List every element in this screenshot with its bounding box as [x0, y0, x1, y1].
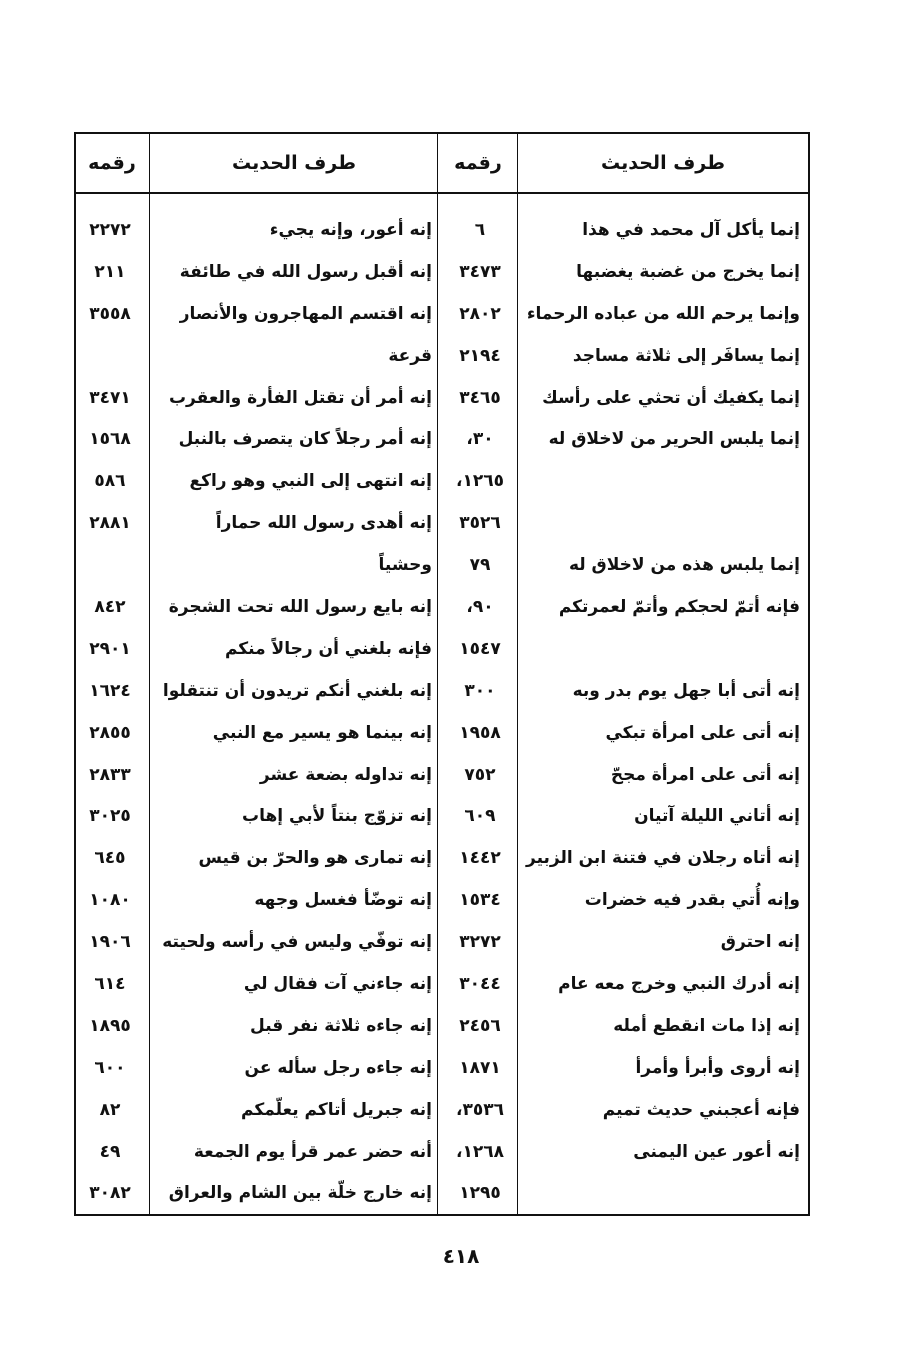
hadith-number: ١٥٦٨: [89, 429, 131, 450]
hadith-text: إنه تمارى هو والحرّ بن قيس: [198, 848, 432, 869]
hadith-number: ٦١٤: [94, 974, 126, 995]
hadith-text: [524, 461, 800, 503]
hadith-number: ٣٥٥٨: [89, 303, 131, 324]
hadith-text: إنه أتاه رجلان في فتنة ابن الزبير: [526, 848, 800, 869]
hadith-text: [524, 503, 800, 545]
table-row: [76, 755, 808, 797]
hadith-text: إنه جاءه ثلاثة نفر قبل: [250, 1015, 432, 1036]
hadith-text: إنه أمر أن تقتل الفأرة والعقرب: [168, 387, 432, 408]
hadith-number: ٢٤٥٦: [459, 1015, 501, 1036]
hadith-number: ٦٤٥: [94, 848, 126, 869]
hadith-text: وإنما يرحم الله من عباده الرحماء: [526, 303, 800, 324]
hadith-number: ٢١١: [94, 261, 126, 282]
hadith-text: إنما يسافَر إلى ثلاثة مساجد: [572, 345, 800, 366]
hadith-text: إنه أتى على امرأة تبكي: [605, 722, 800, 743]
table-row: [76, 419, 808, 461]
table-row: [76, 964, 808, 1006]
hadith-text: إنما يكفيك أن تحثي على رأسك: [542, 387, 800, 408]
hadith-text: [524, 1173, 800, 1215]
hadith-number: ٢٨٥٥: [89, 722, 131, 743]
hadith-text: وإنه أُتي بقدر فيه خضرات: [584, 890, 800, 911]
hadith-text: أنه حضر عمر قرأ يوم الجمعة: [193, 1141, 432, 1162]
index-table: [74, 132, 810, 1216]
hadith-text: إنه أروى وأبرأ وأمرأ: [635, 1057, 800, 1078]
hadith-number: ١٨٩٥: [89, 1015, 131, 1036]
hadith-number: ٣٤٧٣: [459, 261, 501, 282]
header-col2-num: رقمه: [88, 152, 136, 174]
hadith-number: ٢٨٨١: [89, 513, 131, 534]
hadith-number: ١٢٦٥،: [456, 471, 504, 492]
table-row: [76, 545, 808, 587]
hadith-number: ١٤٤٢: [459, 848, 501, 869]
header-col2-text: طرف الحديث: [232, 152, 356, 174]
hadith-number: [74, 545, 146, 587]
hadith-number: ٣٠٢٥: [89, 806, 131, 827]
hadith-number: ٣٢٧٢: [459, 932, 501, 953]
table-row: [76, 503, 808, 545]
hadith-number: ٣٤٧١: [89, 387, 131, 408]
hadith-number: ٣٠،: [466, 429, 494, 450]
table-row: [76, 294, 808, 336]
hadith-number: ١٥٤٧: [459, 638, 501, 659]
hadith-text: إنه أتاني الليلة آتيان: [634, 806, 800, 827]
table-row: [76, 1173, 808, 1215]
hadith-number: ٣٠٠: [464, 680, 496, 701]
table-row: [76, 336, 808, 378]
hadith-number: ٢٩٠١: [89, 638, 131, 659]
hadith-number: ٢٨٠٢: [459, 303, 501, 324]
hadith-text: إنه جاءه رجل سأله عن: [244, 1057, 432, 1078]
hadith-number: ٣٥٢٦: [459, 513, 501, 534]
hadith-number: ٣٠٤٤: [459, 974, 501, 995]
hadith-text: إنه أهدى رسول الله حماراً: [215, 513, 432, 534]
hadith-number: ٧٥٢: [464, 764, 496, 785]
hadith-number: ٣٥٣٦،: [456, 1099, 504, 1120]
header-col1-num: رقمه: [454, 152, 502, 174]
hadith-text: إنما يخرج من غضبة يغضبها: [576, 261, 800, 282]
hadith-number: ٦٠٩: [464, 806, 496, 827]
hadith-number: ٦٠٠: [94, 1057, 126, 1078]
hadith-text: إنه أعور عين اليمنى: [633, 1141, 800, 1162]
hadith-text: إنه تزوّج بنتاً لأبي إهاب: [242, 806, 432, 827]
table-row: [76, 1048, 808, 1090]
hadith-number: ٥٨٦: [94, 471, 126, 492]
hadith-text: إنما يأكل آل محمد في هذا: [582, 220, 800, 240]
hadith-text: إنه بايع رسول الله تحت الشجرة: [168, 597, 432, 618]
hadith-text: قرعة: [388, 345, 432, 366]
hadith-number: ١٢٩٥: [459, 1183, 501, 1204]
table-body: [76, 210, 808, 1215]
hadith-text: فإنه بلغني أن رجالاً منكم: [224, 638, 432, 659]
table-row: [76, 671, 808, 713]
hadith-text: إنه خارج خلّة بين الشام والعراق: [168, 1183, 432, 1204]
hadith-text: فإنه أتمّ لحجكم وأتمّ لعمرتكم: [558, 597, 800, 618]
hadith-number: ٣٠٨٢: [89, 1183, 131, 1204]
hadith-number: ١٢٦٨،: [456, 1141, 504, 1162]
hadith-text: إنه انتهى إلى النبي وهو راكع: [189, 471, 432, 492]
hadith-number: ٤٩: [99, 1141, 121, 1162]
table-row: [76, 1090, 808, 1132]
hadith-text: إنه بينما هو يسير مع النبي: [212, 722, 432, 743]
hadith-text: إنه أعور، وإنه يجيء: [269, 220, 432, 240]
hadith-number: [74, 336, 146, 378]
hadith-text: [524, 629, 800, 671]
table-row: [76, 1132, 808, 1174]
table-row: [76, 629, 808, 671]
hadith-text: إنه بلغني أنكم تريدون أن تنتقلوا: [162, 680, 432, 701]
hadith-text: إنه أقبل رسول الله في طائفة: [179, 261, 432, 282]
table-row: [76, 378, 808, 420]
hadith-number: ١٦٢٤: [89, 680, 131, 701]
hadith-text: إنه احترق: [720, 932, 800, 953]
hadith-text: إنه أتى أبا جهل يوم بدر وبه: [572, 680, 800, 701]
hadith-number: ٨٤٢: [94, 597, 126, 618]
hadith-number: ٨٢: [99, 1099, 121, 1120]
table-row: [76, 880, 808, 922]
hadith-text: إنه جاءني آت فقال لي: [243, 974, 432, 995]
table-row: [76, 252, 808, 294]
hadith-number: ٦: [474, 220, 486, 240]
table-row: [76, 838, 808, 880]
hadith-number: ٢٢٧٢: [89, 220, 131, 240]
table-row: [76, 587, 808, 629]
hadith-text: إنه اقتسم المهاجرون والأنصار: [179, 303, 432, 324]
hadith-text: إنه توضّأ فغسل وجهه: [254, 890, 432, 911]
header-col1-text: طرف الحديث: [601, 152, 725, 174]
table-row: [76, 922, 808, 964]
hadith-text: إنه أدرك النبي وخرج معه عام: [558, 974, 800, 995]
hadith-text: إنه تداوله بضعة عشر: [259, 764, 432, 785]
hadith-text: إنما يلبس الحرير من لاخلاق له: [548, 429, 800, 450]
hadith-number: ١٩٠٦: [89, 932, 131, 953]
hadith-text: إنه جبريل أتاكم يعلّمكم: [241, 1099, 432, 1120]
hadith-text: إنه أتى على امرأة مجحّ: [610, 764, 800, 785]
table-row: [76, 461, 808, 503]
hadith-number: ٩٠،: [466, 597, 494, 618]
hadith-number: ٣٤٦٥: [459, 387, 501, 408]
hadith-text: إنه توفّي وليس في رأسه ولحيته: [162, 932, 432, 953]
hadith-number: ١٥٣٤: [459, 890, 501, 911]
hadith-number: ٧٩: [469, 555, 491, 576]
hadith-number: ١٩٥٨: [459, 722, 501, 743]
table-row: [76, 210, 808, 252]
hadith-text: فإنه أعجبني حديث تميم: [602, 1099, 800, 1120]
hadith-text: إنه أمر رجلاً كان يتصرف بالنبل: [178, 429, 432, 450]
hadith-text: وحشياً: [378, 555, 432, 576]
hadith-text: إنما يلبس هذه من لاخلاق له: [568, 555, 800, 576]
hadith-text: إنه إذا مات انقطع أمله: [613, 1015, 800, 1036]
hadith-number: ١٠٨٠: [89, 890, 131, 911]
page-number: ٤١٨: [442, 1244, 480, 1268]
hadith-number: ٢١٩٤: [459, 345, 501, 366]
table-row: [76, 713, 808, 755]
table-row: [76, 796, 808, 838]
hadith-number: ١٨٧١: [459, 1057, 501, 1078]
header-divider: [76, 192, 808, 194]
table-row: [76, 1006, 808, 1048]
hadith-number: ٢٨٣٣: [89, 764, 131, 785]
